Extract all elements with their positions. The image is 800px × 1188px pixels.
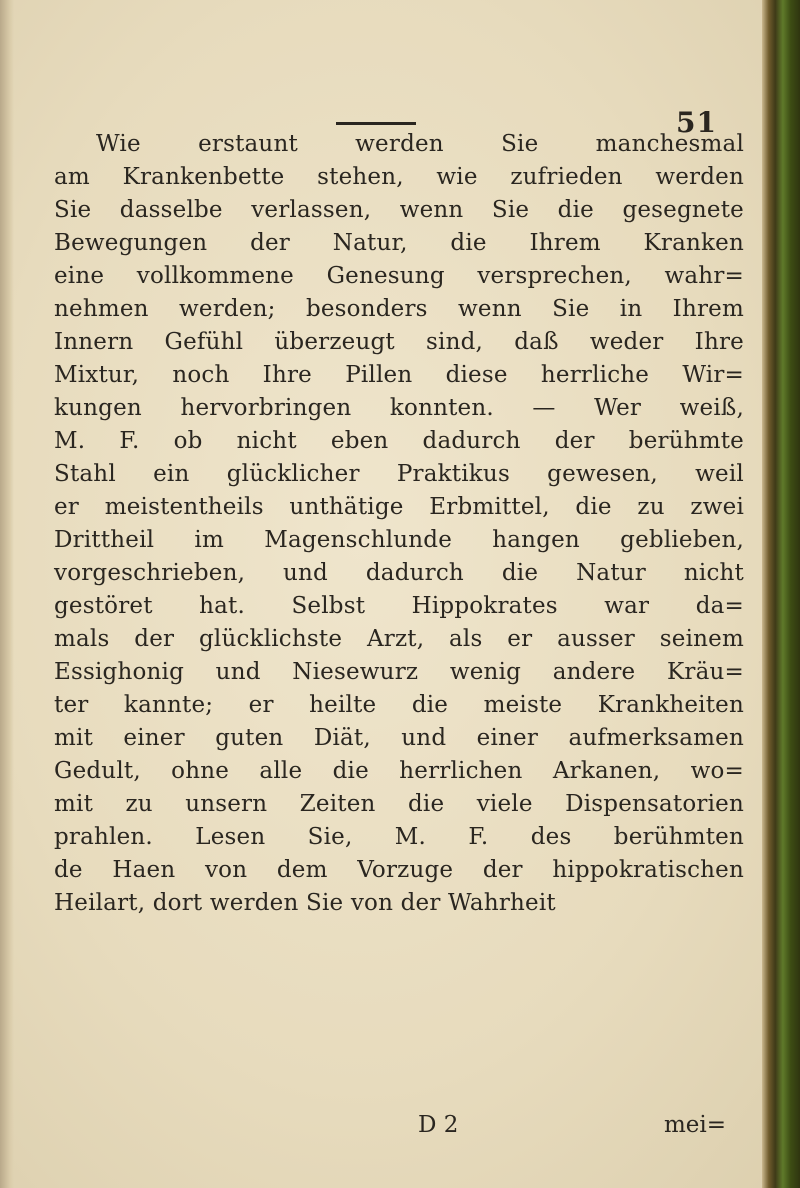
text-line: M. F. ob nicht eben dadurch der berühmte [54, 428, 744, 454]
text-line: Wie erstaunt werden Sie manchesmal [96, 131, 744, 157]
page-gutter-shadow [0, 0, 14, 1188]
text-line: eine vollkommene Genesung versprechen, wahr= [54, 263, 744, 289]
catchword: mei= [664, 1112, 727, 1138]
text-line: Innern Gefühl überzeugt sind, daß weder Ihre [54, 329, 744, 355]
page-number: 51 [676, 106, 717, 139]
text-line: Sie dasselbe verlassen, wenn Sie die gesegnete [54, 197, 744, 223]
signature-mark: D 2 [418, 1112, 459, 1138]
text-line: nehmen werden; besonders wenn Sie in Ihrem [54, 296, 744, 322]
text-line: Stahl ein glücklicher Praktikus gewesen, weil [54, 461, 744, 487]
text-line: Gedult, ohne alle die herrlichen Arkanen, wo= [54, 758, 744, 784]
text-line: gestöret hat. Selbst Hippokrates war da= [54, 593, 744, 619]
text-line: er meistentheils unthätige Erbmittel, die zu zwei [54, 494, 744, 520]
text-line: Mixtur, noch Ihre Pillen diese herrliche Wir= [54, 362, 744, 388]
text-line: Bewegungen der Natur, die Ihrem Kranken [54, 230, 744, 256]
text-line: Heilart, dort werden Sie von der Wahrheit [54, 890, 556, 916]
book-cover-edge [762, 0, 800, 1188]
text-line: mit zu unsern Zeiten die viele Dispensatorien [54, 791, 744, 817]
text-line: mals der glücklichste Arzt, als er ausser seinem [54, 626, 744, 652]
header-rule [336, 122, 416, 125]
body-text [54, 128, 744, 920]
text-line: kungen hervorbringen konnten. — Wer weiß, [54, 395, 744, 421]
text-line: am Krankenbette stehen, wie zufrieden werden [54, 164, 744, 190]
text-line: de Haen von dem Vorzuge der hippokratischen [54, 857, 744, 883]
text-line: ter kannte; er heilte die meiste Krankheiten [54, 692, 744, 718]
text-line: vorgeschrieben, und dadurch die Natur nicht [54, 560, 744, 586]
text-line: Essighonig und Niesewurz wenig andere Kräu= [54, 659, 744, 685]
text-line: mit einer guten Diät, und einer aufmerksamen [54, 725, 744, 751]
text-line: Drittheil im Magenschlunde hangen geblieben, [54, 527, 744, 553]
text-line: prahlen. Lesen Sie, M. F. des berühmten [54, 824, 744, 850]
